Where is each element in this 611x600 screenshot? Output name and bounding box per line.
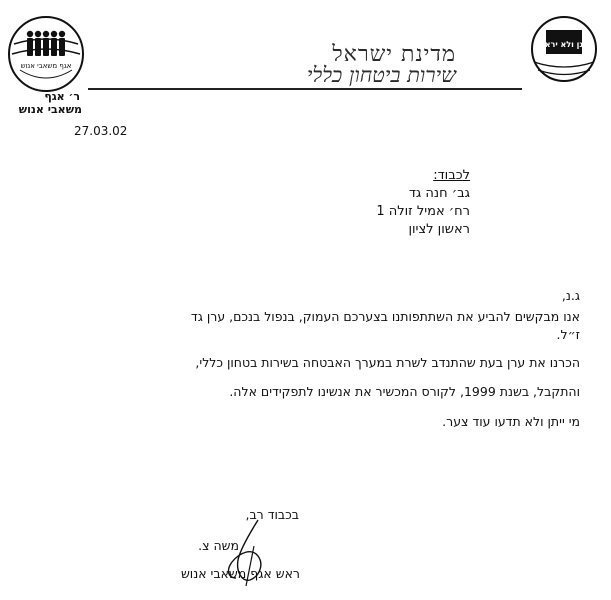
service-emblem-right xyxy=(524,14,604,84)
letterhead-title: מדינת ישראל xyxy=(332,42,456,67)
signer-title: ראש אגף משאבי אנוש xyxy=(180,566,300,581)
right-logo-text: מגן ולא יראה xyxy=(539,40,589,49)
recipient-heading: לכבוד: xyxy=(433,168,470,183)
letterhead-subtitle: שירות ביטחון כללי xyxy=(306,63,456,87)
closing-salutation: בכבוד רב, xyxy=(245,507,299,522)
greeting: ג.נ, xyxy=(561,288,580,303)
recipient-city: ראשון לציון xyxy=(408,222,470,237)
paragraph-3: מי ייתן ולא תדעו עוד צער. xyxy=(442,414,580,429)
letter-date: 27.03.02 xyxy=(74,124,128,138)
signer-name: משה צ. xyxy=(198,538,239,553)
paragraph-2-line-2: והתקבל, בשנת 1999, לקורס המכשיר את אנשינו לתפקידים אלה. xyxy=(229,384,580,399)
header-divider xyxy=(88,88,522,90)
paragraph-2-line-1: הכרנו את ערן בעת שהתנדב לשרת במערך האבטחה בשירות בטחון כללי, xyxy=(195,355,580,370)
department-name: ר׳ אגף xyxy=(44,90,80,103)
paragraph-1-line-1: אנו מבקשים להביע את השתתפותנו בצערכם העמוק, בנפול בנכם, ערן גד xyxy=(190,309,580,324)
recipient-street: רח׳ אמיל זולה 1 xyxy=(376,204,470,219)
paragraph-1-line-2: ז״ל. xyxy=(556,327,580,342)
department-subtitle: משאבי אנוש xyxy=(18,103,82,116)
recipient-name: גב׳ חנה גד xyxy=(408,186,470,201)
handwritten-signature xyxy=(218,516,278,588)
left-logo-text: אגף משאבי אנוש xyxy=(20,62,72,70)
